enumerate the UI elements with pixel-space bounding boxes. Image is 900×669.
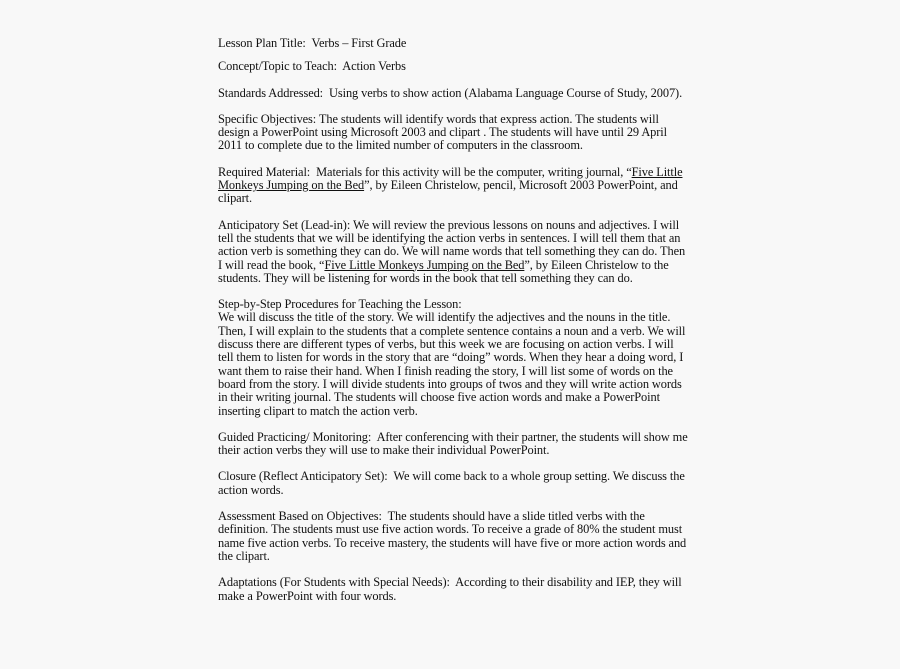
materials-section [218, 166, 688, 206]
value-after: ”, by Eileen Christelow to the students. They will be listening for words in the book that tell something they can do. [218, 257, 669, 285]
objectives-section [218, 113, 688, 153]
value: According to their disability and IEP, they will make a PowerPoint with four words. [218, 575, 682, 603]
value-before: Materials for this activity will be the computer, writing journal, “ [316, 164, 632, 179]
procedures-section [218, 298, 688, 418]
label: Anticipatory Set (Lead-in): [218, 217, 351, 232]
label: Concept/Topic to Teach: [218, 59, 337, 74]
adaptations-section [218, 576, 688, 603]
label: Standards Addressed: [218, 85, 324, 100]
label: Assessment Based on Objectives: [218, 509, 382, 524]
label: Specific Objectives: [218, 111, 317, 126]
standards-section [218, 87, 688, 100]
guided-practice-section [218, 431, 688, 458]
value: Verbs – First Grade [311, 36, 407, 50]
value-before: We will review the previous lessons on nouns and adjectives. I will tell the students that we will be identifying the action verbs in sentences. I will tell them that an action verb is something they can do. We will name words that tell something they can do. Then I will read the book, “ [218, 217, 686, 272]
label: Closure (Reflect Anticipatory Set): [218, 469, 388, 484]
value: The students will identify words that express action. The students will design a PowerPoint using Microsoft 2003 and clipart . The students will have until 29 April 2011 to complete due to the limited number of computers in the classroom. [218, 111, 667, 153]
label: Adaptations (For Students with Special Needs): [218, 575, 450, 590]
lesson-plan-document [218, 37, 688, 616]
value: The students should have a slide titled verbs with the definition. The students must use five action words. To receive a grade of 80% the student must name five action verbs. To receive mastery, the students will have five or more action words and the clipart. [218, 509, 687, 563]
label: Required Material: [218, 164, 311, 179]
closure-section [218, 470, 688, 497]
assessment-section [218, 510, 688, 563]
value: After conferencing with their partner, the students will show me their action verbs they will use to make their individual PowerPoint. [218, 429, 688, 458]
value: Using verbs to show action (Alabama Language Course of Study, 2007). [329, 85, 683, 100]
value: Action Verbs [342, 59, 406, 74]
value: We will discuss the title of the story. We will identify the adjectives and the nouns in the title. Then, I will explain to the students that a complete sentence contains a noun and a verb. We will discuss there are different types of verbs, but this week we are focusing on action verbs. I will tell them to listen for words in the story that are “doing” words. When they hear a doing word, I want them to raise their hand. When I finish reading the story, I will list some of words on the board from the story. I will divide students into groups of twos and they will write action words in their writing journal. The students will choose five action words and make a PowerPoint inserting clipart to match the action verb. [218, 310, 686, 418]
book-title: Five Little Monkeys Jumping on the Bed [218, 164, 683, 193]
value-after: ”, by Eileen Christelow, pencil, Microsoft 2003 PowerPoint, and clipart. [218, 178, 678, 206]
label: Lesson Plan Title: [218, 36, 306, 50]
label: Guided Practicing/ Monitoring: [218, 429, 372, 444]
lesson-plan-title [218, 37, 688, 50]
anticipatory-set-section [218, 219, 688, 285]
concept-section [218, 60, 688, 73]
value: We will come back to a whole group setting. We discuss the action words. [218, 469, 685, 497]
book-title: Five Little Monkeys Jumping on the Bed [324, 257, 525, 272]
label: Step-by-Step Procedures for Teaching the Lesson: [218, 297, 462, 312]
